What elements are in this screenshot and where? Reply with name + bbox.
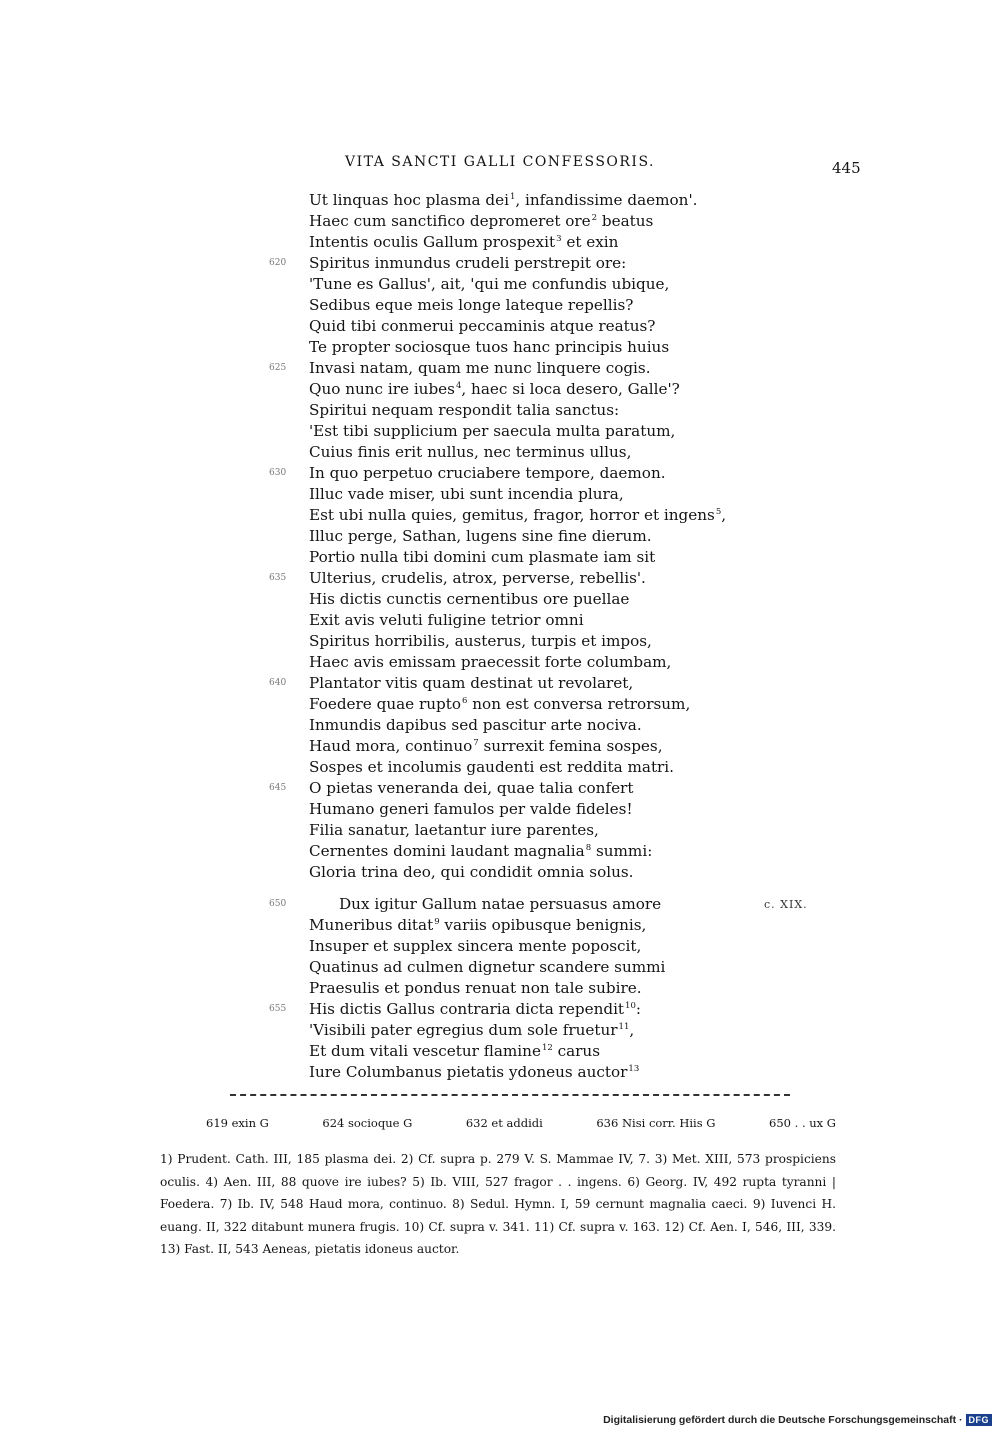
footnote-marker: 6: [462, 696, 468, 706]
verse-line: [309, 915, 779, 936]
verse-text: [309, 758, 674, 776]
credit-separator: ·: [956, 1414, 963, 1426]
verse-text: [309, 674, 633, 692]
verse-line: [269, 894, 808, 915]
verse-main: Spiritus inmundus crudeli perstrepit ore:: [309, 254, 627, 272]
verse-main: Muneribus ditat: [309, 916, 434, 934]
verse-main: Iure Columbanus pietatis ydoneus auctor: [309, 1063, 628, 1081]
verse-line: [309, 211, 779, 232]
line-number: 645: [269, 783, 287, 793]
verse-line: [269, 358, 779, 379]
verse-line: [309, 694, 779, 715]
verse-text: [309, 506, 726, 524]
verse-line: [309, 652, 779, 673]
footnote-marker: 1: [509, 192, 516, 202]
verse-main: 'Est tibi supplicium per saecula multa paratum,: [309, 422, 676, 440]
verse-main: Cuius finis erit nullus, nec terminus ullus,: [309, 443, 632, 461]
verse-tail: :: [635, 1000, 641, 1018]
verse-text: [309, 779, 633, 797]
verse-text: [309, 800, 633, 818]
verse-main: In quo perpetuo cruciabere tempore, daemon.: [309, 464, 666, 482]
verse-line: [309, 715, 779, 736]
verse-line: [309, 547, 779, 568]
verse-main: Est ubi nulla quies, gemitus, fragor, horror et ingens: [309, 506, 715, 524]
verse-main: Haud mora, continuo: [309, 737, 473, 755]
verse-line: [309, 232, 779, 253]
verse-main: Quatinus ad culmen dignetur scandere summi: [309, 958, 666, 976]
verse-text: [309, 863, 634, 881]
critical-apparatus: [206, 1116, 836, 1130]
verse-main: O pietas veneranda dei, quae talia confert: [309, 779, 634, 797]
verse-line: [309, 589, 779, 610]
verse-tail: carus: [552, 1042, 600, 1060]
verse-main: Ulterius, crudelis, atrox, perverse, rebellis'.: [309, 569, 646, 587]
credit-text: Digitalisierung gefördert durch die Deutsche Forschungsgemeinschaft: [603, 1414, 957, 1426]
verse-main: Cernentes domini laudant magnalia: [309, 842, 585, 860]
verse-main: Plantator vitis quam destinat ut revolaret,: [309, 674, 634, 692]
verse-line: [309, 400, 779, 421]
footnote-marker: 2: [591, 213, 598, 223]
verse-tail: beatus: [597, 212, 654, 230]
verse-line: [309, 274, 779, 295]
verse-main: Exit avis veluti fuligine tetrior omni: [309, 611, 584, 629]
verse-main: His dictis cunctis cernentibus ore puellae: [309, 590, 630, 608]
verse-main: 'Visibili pater egregius dum sole fruetur: [309, 1021, 618, 1039]
apparatus-entry: 632 et addidi: [465, 1116, 543, 1130]
chapter-reference: c. XIX.: [764, 898, 808, 911]
verse-text: [309, 937, 641, 955]
verse-text: [309, 359, 651, 377]
verse-line: [309, 841, 779, 862]
verse-main: Quo nunc ire iubes: [309, 380, 455, 398]
verse-main: Foedere quae rupto: [309, 695, 462, 713]
verse-text: [309, 1021, 634, 1039]
line-number: 635: [269, 573, 287, 583]
verse-tail: variis opibusque benignis,: [439, 916, 647, 934]
verse-tail: non est conversa retrorsum,: [467, 695, 691, 713]
verse-text: [309, 422, 675, 440]
footnote-marker: 12: [541, 1043, 553, 1053]
verse-main: Sedibus eque meis longe lateque repellis?: [309, 296, 634, 314]
verse-tail: surrexit femina sospes,: [478, 737, 663, 755]
verse-main: Ut linquas hoc plasma dei: [309, 191, 509, 209]
verse-text: [309, 821, 599, 839]
verse-text: [309, 401, 619, 419]
verse-main: Filia sanatur, laetantur iure parentes,: [309, 821, 599, 839]
footnote-marker: 4: [455, 381, 462, 391]
verse-main: Gloria trina deo, qui condidit omnia solus.: [309, 863, 634, 881]
verse-tail: et exin: [561, 233, 619, 251]
verse-line: [269, 778, 779, 799]
verse-text: [309, 958, 665, 976]
verse-text: [309, 233, 618, 251]
verse-line: [309, 631, 779, 652]
verse-main: His dictis Gallus contraria dicta rependit: [309, 1000, 625, 1018]
verse-main: Illuc vade miser, ubi sunt incendia plura,: [309, 485, 624, 503]
verse-main: Invasi natam, quam me nunc linquere cogis.: [309, 359, 651, 377]
verse-line: [269, 673, 779, 694]
verse-main: Inmundis dapibus sed pascitur arte nociva.: [309, 716, 642, 734]
poem-text: [269, 190, 808, 1083]
verse-text: [309, 317, 655, 335]
verse-text: [309, 737, 663, 755]
footnote-marker: 11: [618, 1022, 630, 1032]
verse-main: Portio nulla tibi domini cum plasmate iam sit: [309, 548, 656, 566]
verse-line: [269, 253, 779, 274]
verse-text: [309, 1063, 639, 1081]
footnote-marker: 10: [625, 1001, 636, 1011]
verse-main: Haec avis emissam praecessit forte columbam,: [309, 653, 672, 671]
verse-text: [309, 254, 626, 272]
verse-line: [309, 316, 779, 337]
verse-tail: , haec si loca desero, Galle'?: [461, 380, 680, 398]
footnote-marker: 5: [715, 507, 722, 517]
line-number: 625: [269, 363, 287, 373]
apparatus-entry: 624 socioque G: [322, 1116, 413, 1130]
verse-line: [309, 421, 779, 442]
verse-text: [309, 1042, 600, 1060]
verse-line: [309, 1041, 779, 1062]
verse-line: [309, 1020, 779, 1041]
verse-line: [309, 610, 779, 631]
verse-main: Humano generi famulos per valde fideles!: [309, 800, 633, 818]
verse-text: [309, 590, 629, 608]
verse-tail: ,: [721, 506, 727, 524]
verse-text: [309, 548, 655, 566]
verse-tail: , infandissime daemon'.: [515, 191, 698, 209]
verse-main: 'Tune es Gallus', ait, 'qui me confundis ubique,: [309, 275, 670, 293]
apparatus-entry: 619 exin G: [206, 1116, 269, 1130]
line-number: 620: [269, 258, 287, 268]
verse-line: [309, 190, 779, 211]
verse-line: [309, 936, 779, 957]
verse-line: [309, 820, 779, 841]
verse-line: [309, 757, 779, 778]
footnotes: 1) Prudent. Cath. III, 185 plasma dei. 2) Cf. supra p. 279 V. S. Mammae IV, 7. 3) Met. XIII, 573 prospiciens oculis. 4) Aen. III, 88 quove ire iubes? 5) Ib. VIII, 527 fragor . . ingens. 6) Georg. IV, 492 rupta tyranni | Foedera. 7) Ib. IV, 548 Haud mora, continuo. 8) Sedul. Hymn. I, 59 cernunt magnalia caeci. 9) Iuvenci H. euang. II, 322 ditabunt munera frugis. 10) Cf. supra v. 341. 11) Cf. supra v. 163. 12) Cf. Aen. I, 546, III, 339. 13) Fast. II, 543 Aeneas, pietatis idoneus auctor.: [160, 1152, 836, 1256]
verse-text: [309, 895, 661, 913]
verse-line: [269, 568, 779, 589]
footnote-marker: 3: [556, 234, 562, 244]
verse-text: [309, 443, 631, 461]
dfg-logo: DFG: [966, 1414, 993, 1426]
page-number: 445: [832, 159, 861, 177]
verse-text: [309, 191, 697, 209]
verse-text: [309, 916, 646, 934]
verse-main: Quid tibi conmerui peccaminis atque reatus?: [309, 317, 656, 335]
line-number: 630: [269, 468, 287, 478]
line-number: 655: [269, 1004, 287, 1014]
verse-text: [309, 212, 653, 230]
verse-line: [309, 337, 779, 358]
verse-text: [309, 380, 680, 398]
verse-main: Dux igitur Gallum natae persuasus amore: [339, 895, 662, 913]
verse-main: Praesulis et pondus renuat non tale subire.: [309, 979, 642, 997]
verse-main: Sospes et incolumis gaudenti est reddita matri.: [309, 758, 674, 776]
verse-main: Illuc perge, Sathan, lugens sine fine dierum.: [309, 527, 652, 545]
verse-text: [309, 979, 642, 997]
footnote-marker: 9: [434, 917, 440, 927]
verse-main: Insuper et supplex sincera mente poposcit,: [309, 937, 642, 955]
verse-main: Te propter sociosque tuos hanc principis huius: [309, 338, 670, 356]
verse-text: [309, 653, 671, 671]
verse-text: [309, 569, 646, 587]
footnote-marker: 13: [628, 1064, 640, 1074]
verse-text: [309, 296, 633, 314]
verse-text: [309, 527, 652, 545]
verse-text: [309, 611, 584, 629]
verse-text: [309, 485, 624, 503]
verse-text: [309, 695, 690, 713]
verse-line: [309, 736, 779, 757]
verse-line: [309, 978, 779, 999]
verse-line: [309, 799, 779, 820]
verse-main: Intentis oculis Gallum prospexit: [309, 233, 556, 251]
verse-text: [309, 1000, 641, 1018]
line-number: 650: [269, 899, 287, 909]
verse-main: Spiritus horribilis, austerus, turpis et impos,: [309, 632, 652, 650]
verse-text: [309, 716, 642, 734]
verse-text: [309, 632, 652, 650]
footnote-separator: [230, 1094, 790, 1096]
verse-line: [309, 505, 779, 526]
digitization-credit: [603, 1414, 992, 1426]
page-header-title: VITA SANCTI GALLI CONFESSORIS.: [344, 154, 656, 170]
line-number: 640: [269, 678, 287, 688]
verse-line: [309, 442, 779, 463]
verse-line: [309, 1062, 779, 1083]
verse-text: [309, 464, 666, 482]
verse-main: Haec cum sanctifico depromeret ore: [309, 212, 591, 230]
apparatus-entry: 650 . . ux G: [769, 1116, 836, 1130]
footnote-marker: 7: [473, 738, 479, 748]
verse-text: [309, 275, 669, 293]
verse-tail: ,: [629, 1021, 635, 1039]
verse-line: [309, 379, 779, 400]
verse-line: [309, 526, 779, 547]
apparatus-entry: 636 Nisi corr. Hiis G: [596, 1116, 716, 1130]
verse-text: [309, 338, 669, 356]
verse-line: [309, 862, 779, 883]
verse-line: [269, 463, 779, 484]
verse-line: [309, 484, 779, 505]
verse-line: [269, 999, 779, 1020]
verse-main: Et dum vitali vescetur flamine: [309, 1042, 541, 1060]
verse-text: [309, 842, 652, 860]
footnote-marker: 8: [585, 843, 592, 853]
verse-tail: summi:: [591, 842, 653, 860]
verse-main: Spiritui nequam respondit talia sanctus:: [309, 401, 620, 419]
verse-line: [309, 957, 779, 978]
verse-line: [309, 295, 779, 316]
